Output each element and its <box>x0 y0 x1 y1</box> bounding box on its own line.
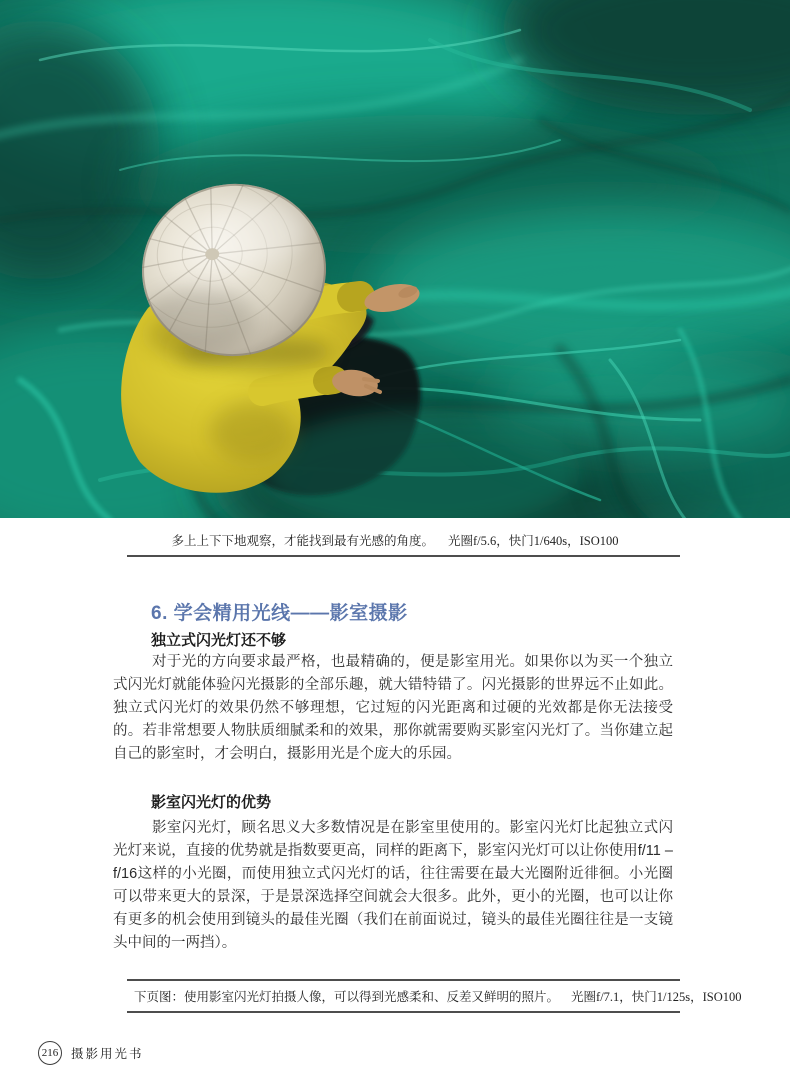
note-text: 使用影室闪光灯拍摄人像，可以得到光感柔和、反差又鲜明的照片。 <box>184 990 560 1004</box>
paragraph-1: 对于光的方向要求最严格，也最精确的，便是影室用光。如果你以为买一个独立式闪光灯就能体验闪光摄影的全部乐趣，就大错特错了。闪光摄影的世界远不止如此。独立式闪光灯的效果仍然不够理想，它过短的闪光距离和过硬的光效都是你无法接受的。若非常想要人物肤质细腻柔和的效果，那你就需要购买影室闪光灯了。当你建立起自己的影室时，才会明白，摄影用光是个庞大的乐园。 <box>113 654 673 762</box>
divider-line <box>127 555 680 557</box>
paragraph-2: 影室闪光灯，顾名思义大多数情况是在影室里使用的。影室闪光灯比起独立式闪光灯来说，直接的优势就是指数要更高，同样的距离下，影室闪光灯可以让你使用f/11 – f/16这样的小光圈，而使用独立式闪光灯的话，往往需要在最大光圈附近徘徊。小光圈可以带来更大的景深，于是景深选择空间就会大很多。此外，更小的光圈，也可以让你有更多的机会使用到镜头的最佳光圈（我们在前面说过，镜头的最佳光圈往往是一支镜头中间的一两挡）。 <box>113 820 673 951</box>
hero-photo <box>0 0 790 518</box>
photo-caption-exif: 光圈f/5.6，快门1/640s，ISO100 <box>448 534 619 548</box>
note-label: 下页图： <box>134 990 185 1004</box>
book-title: 摄影用光书 <box>71 1047 144 1061</box>
subsection-heading-2: 影室闪光灯的优势 <box>151 794 272 811</box>
section-title: 6. 学会精用光线——影室摄影 <box>151 603 408 624</box>
page-number-badge: 216 <box>38 1041 62 1065</box>
next-page-note <box>127 979 742 1013</box>
photo-caption-text: 多上上下下地观察，才能找到最有光感的角度。 <box>171 534 434 548</box>
note-exif: 光圈f/7.1，快门1/125s，ISO100 <box>571 990 742 1004</box>
page-footer <box>38 1041 144 1065</box>
fishing-net-photo-illustration <box>0 0 790 518</box>
subsection-heading-1: 独立式闪光灯还不够 <box>151 632 287 649</box>
photo-caption <box>0 531 790 549</box>
